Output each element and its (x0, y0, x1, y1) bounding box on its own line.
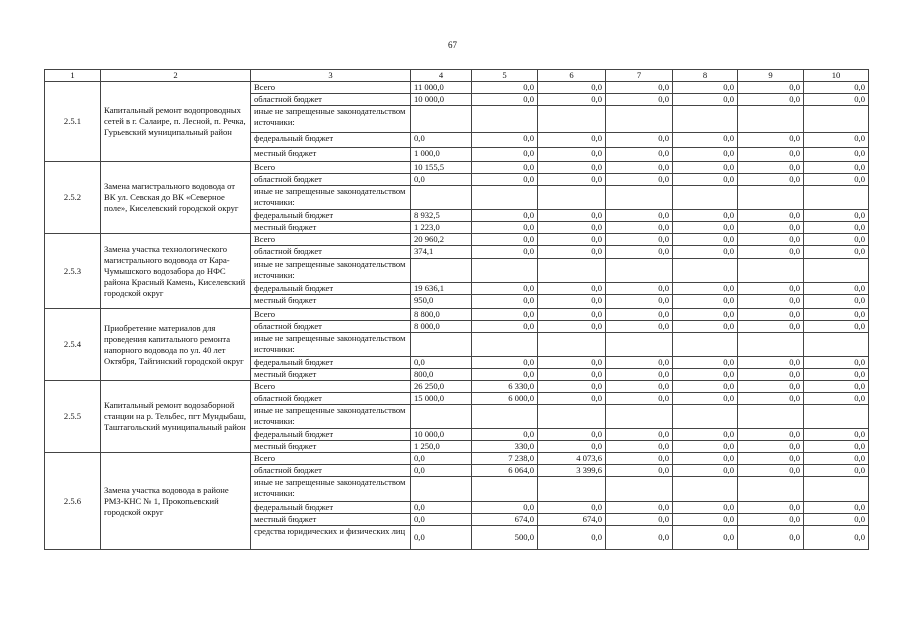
value-cell (538, 106, 606, 133)
funding-source: местный бюджет (251, 295, 411, 309)
value-cell: 0,0 (538, 357, 606, 369)
value-cell: 0,0 (538, 309, 606, 321)
funding-source: федеральный бюджет (251, 210, 411, 222)
value-cell: 0,0 (738, 222, 804, 234)
value-cell: 0,0 (606, 429, 673, 441)
value-cell (804, 333, 869, 357)
value-cell (472, 186, 538, 210)
value-cell: 0,0 (411, 133, 472, 148)
value-cell: 0,0 (673, 246, 738, 259)
value-cell (738, 477, 804, 502)
value-cell (538, 186, 606, 210)
value-cell: 0,0 (804, 246, 869, 259)
value-cell: 0,0 (673, 465, 738, 477)
table-row (45, 453, 869, 465)
value-cell: 0,0 (472, 82, 538, 94)
funding-source: местный бюджет (251, 148, 411, 162)
funding-source: местный бюджет (251, 441, 411, 453)
value-cell (673, 106, 738, 133)
value-cell: 0,0 (673, 174, 738, 186)
funding-source: федеральный бюджет (251, 357, 411, 369)
value-cell: 8 932,5 (411, 210, 472, 222)
value-cell: 20 960,2 (411, 234, 472, 246)
funding-source: иные не запрещенные законодательством источники: (251, 186, 411, 210)
funding-source: местный бюджет (251, 369, 411, 381)
value-cell: 0,0 (804, 526, 869, 550)
column-header: 8 (673, 70, 738, 82)
value-cell: 0,0 (606, 174, 673, 186)
value-cell: 0,0 (472, 133, 538, 148)
value-cell: 330,0 (472, 441, 538, 453)
value-cell (738, 405, 804, 429)
value-cell: 0,0 (606, 148, 673, 162)
funding-source: иные не запрещенные законодательством источники: (251, 477, 411, 502)
value-cell: 0,0 (804, 502, 869, 514)
value-cell: 0,0 (538, 148, 606, 162)
value-cell: 0,0 (472, 283, 538, 295)
value-cell: 0,0 (804, 82, 869, 94)
value-cell: 6 330,0 (472, 381, 538, 393)
value-cell: 7 238,0 (472, 453, 538, 465)
value-cell: 0,0 (673, 453, 738, 465)
value-cell (804, 186, 869, 210)
value-cell: 1 000,0 (411, 148, 472, 162)
value-cell: 15 000,0 (411, 393, 472, 405)
value-cell: 0,0 (738, 429, 804, 441)
value-cell: 0,0 (673, 429, 738, 441)
value-cell: 0,0 (738, 82, 804, 94)
value-cell: 19 636,1 (411, 283, 472, 295)
value-cell: 0,0 (673, 210, 738, 222)
table-row (45, 309, 869, 321)
value-cell: 0,0 (673, 321, 738, 333)
funding-source: Всего (251, 234, 411, 246)
value-cell: 0,0 (804, 429, 869, 441)
value-cell: 0,0 (673, 369, 738, 381)
value-cell (411, 477, 472, 502)
value-cell (673, 259, 738, 283)
value-cell: 0,0 (472, 94, 538, 106)
value-cell (606, 106, 673, 133)
funding-source: областной бюджет (251, 465, 411, 477)
value-cell: 0,0 (538, 246, 606, 259)
funding-source: областной бюджет (251, 174, 411, 186)
funding-source: областной бюджет (251, 94, 411, 106)
column-header: 5 (472, 70, 538, 82)
value-cell: 0,0 (606, 465, 673, 477)
value-cell: 0,0 (538, 369, 606, 381)
value-cell: 0,0 (673, 526, 738, 550)
funding-source: областной бюджет (251, 246, 411, 259)
value-cell: 800,0 (411, 369, 472, 381)
value-cell: 0,0 (738, 162, 804, 174)
value-cell (738, 186, 804, 210)
value-cell: 0,0 (606, 453, 673, 465)
value-cell: 0,0 (804, 514, 869, 526)
value-cell: 1 250,0 (411, 441, 472, 453)
value-cell: 0,0 (538, 429, 606, 441)
column-header: 2 (101, 70, 251, 82)
value-cell: 0,0 (738, 381, 804, 393)
value-cell: 0,0 (606, 309, 673, 321)
value-cell: 0,0 (472, 174, 538, 186)
value-cell: 0,0 (538, 526, 606, 550)
table-row (45, 82, 869, 94)
table-row (45, 234, 869, 246)
value-cell: 0,0 (738, 295, 804, 309)
value-cell: 0,0 (411, 514, 472, 526)
value-cell: 0,0 (738, 357, 804, 369)
value-cell: 0,0 (472, 162, 538, 174)
value-cell (804, 106, 869, 133)
value-cell (673, 477, 738, 502)
value-cell (472, 477, 538, 502)
value-cell: 0,0 (738, 210, 804, 222)
value-cell (606, 259, 673, 283)
value-cell: 0,0 (673, 222, 738, 234)
item-name: Капитальный ремонт водозаборной станции на р. Тельбес, пгт Мундыбаш, Таштагольский муниципальный район (101, 381, 251, 453)
value-cell: 0,0 (538, 222, 606, 234)
table-row (45, 162, 869, 174)
value-cell (804, 477, 869, 502)
value-cell: 0,0 (673, 514, 738, 526)
value-cell: 0,0 (606, 82, 673, 94)
value-cell (738, 259, 804, 283)
value-cell: 0,0 (606, 162, 673, 174)
value-cell: 0,0 (606, 295, 673, 309)
value-cell (472, 259, 538, 283)
value-cell: 0,0 (538, 210, 606, 222)
value-cell: 674,0 (538, 514, 606, 526)
value-cell (538, 477, 606, 502)
value-cell: 26 250,0 (411, 381, 472, 393)
value-cell: 0,0 (673, 381, 738, 393)
column-header-row (45, 70, 869, 82)
funding-source: федеральный бюджет (251, 429, 411, 441)
funding-source: областной бюджет (251, 393, 411, 405)
value-cell: 500,0 (472, 526, 538, 550)
value-cell: 0,0 (606, 210, 673, 222)
value-cell (673, 333, 738, 357)
value-cell: 0,0 (538, 295, 606, 309)
value-cell: 0,0 (738, 441, 804, 453)
value-cell: 0,0 (804, 222, 869, 234)
value-cell: 0,0 (538, 321, 606, 333)
value-cell: 0,0 (606, 514, 673, 526)
value-cell: 374,1 (411, 246, 472, 259)
funding-source: Всего (251, 309, 411, 321)
value-cell: 0,0 (738, 321, 804, 333)
value-cell: 0,0 (606, 234, 673, 246)
value-cell (538, 259, 606, 283)
value-cell: 0,0 (472, 295, 538, 309)
funding-source: Всего (251, 381, 411, 393)
item-code: 2.5.6 (45, 453, 101, 550)
value-cell: 0,0 (673, 234, 738, 246)
value-cell (538, 405, 606, 429)
value-cell: 0,0 (673, 441, 738, 453)
value-cell: 0,0 (606, 246, 673, 259)
value-cell (411, 106, 472, 133)
value-cell: 8 000,0 (411, 321, 472, 333)
value-cell: 0,0 (538, 234, 606, 246)
column-header: 7 (606, 70, 673, 82)
value-cell: 0,0 (804, 295, 869, 309)
value-cell: 0,0 (804, 465, 869, 477)
value-cell: 0,0 (606, 502, 673, 514)
value-cell (606, 405, 673, 429)
value-cell: 6 064,0 (472, 465, 538, 477)
value-cell: 0,0 (538, 133, 606, 148)
column-header: 10 (804, 70, 869, 82)
value-cell: 0,0 (673, 162, 738, 174)
funding-source: иные не запрещенные законодательством источники: (251, 333, 411, 357)
value-cell: 0,0 (606, 283, 673, 295)
value-cell (411, 333, 472, 357)
item-code: 2.5.1 (45, 82, 101, 162)
value-cell (606, 477, 673, 502)
value-cell: 0,0 (738, 502, 804, 514)
table-body (45, 82, 869, 550)
column-header: 3 (251, 70, 411, 82)
funding-source: Всего (251, 453, 411, 465)
value-cell: 10 000,0 (411, 94, 472, 106)
value-cell: 0,0 (804, 441, 869, 453)
value-cell: 0,0 (411, 453, 472, 465)
table-row (45, 381, 869, 393)
value-cell (738, 333, 804, 357)
value-cell (472, 405, 538, 429)
value-cell: 0,0 (538, 283, 606, 295)
value-cell: 0,0 (804, 321, 869, 333)
value-cell: 0,0 (673, 283, 738, 295)
column-header: 6 (538, 70, 606, 82)
value-cell (804, 259, 869, 283)
value-cell: 10 000,0 (411, 429, 472, 441)
value-cell: 3 399,6 (538, 465, 606, 477)
value-cell: 0,0 (538, 174, 606, 186)
value-cell: 0,0 (606, 321, 673, 333)
value-cell: 0,0 (411, 526, 472, 550)
value-cell: 0,0 (606, 381, 673, 393)
funding-source: иные не запрещенные законодательством источники: (251, 405, 411, 429)
value-cell: 0,0 (472, 369, 538, 381)
value-cell: 0,0 (738, 393, 804, 405)
funding-source: областной бюджет (251, 321, 411, 333)
value-cell: 0,0 (673, 148, 738, 162)
value-cell: 0,0 (411, 357, 472, 369)
value-cell: 0,0 (472, 357, 538, 369)
item-name: Замена участка водовода в районе РМЗ-КНС № 1, Прокопьевский городской округ (101, 453, 251, 550)
value-cell: 0,0 (472, 222, 538, 234)
value-cell: 0,0 (472, 429, 538, 441)
value-cell (673, 405, 738, 429)
value-cell: 0,0 (738, 526, 804, 550)
value-cell: 6 000,0 (472, 393, 538, 405)
value-cell: 0,0 (606, 222, 673, 234)
value-cell: 0,0 (738, 133, 804, 148)
value-cell: 0,0 (411, 465, 472, 477)
value-cell: 0,0 (472, 321, 538, 333)
value-cell: 0,0 (804, 369, 869, 381)
value-cell: 0,0 (804, 393, 869, 405)
value-cell: 0,0 (606, 94, 673, 106)
value-cell (411, 259, 472, 283)
value-cell: 0,0 (606, 357, 673, 369)
funding-source: местный бюджет (251, 222, 411, 234)
page-number: 67 (448, 40, 457, 50)
value-cell: 0,0 (804, 309, 869, 321)
item-name: Замена магистрального водовода от ВК ул. Севская до ВК «Северное поле», Киселевский городской округ (101, 162, 251, 234)
value-cell: 0,0 (538, 441, 606, 453)
value-cell: 0,0 (673, 357, 738, 369)
value-cell: 0,0 (804, 381, 869, 393)
value-cell: 950,0 (411, 295, 472, 309)
value-cell (472, 106, 538, 133)
value-cell: 0,0 (673, 82, 738, 94)
item-code: 2.5.4 (45, 309, 101, 381)
value-cell: 0,0 (472, 246, 538, 259)
value-cell: 0,0 (738, 148, 804, 162)
value-cell: 0,0 (673, 502, 738, 514)
item-name: Приобретение материалов для проведения капитального ремонта напорного водовода по ул. 40 лет Октября, Тайгинский городской округ (101, 309, 251, 381)
funding-source: федеральный бюджет (251, 133, 411, 148)
value-cell: 0,0 (804, 234, 869, 246)
item-name: Капитальный ремонт водопроводных сетей в г. Салаире, п. Лесной, п. Речка, Гурьевский муниципальный район (101, 82, 251, 162)
value-cell: 0,0 (472, 234, 538, 246)
column-header: 1 (45, 70, 101, 82)
funding-source: местный бюджет (251, 514, 411, 526)
value-cell: 0,0 (804, 148, 869, 162)
value-cell: 674,0 (472, 514, 538, 526)
column-header: 4 (411, 70, 472, 82)
value-cell: 0,0 (738, 283, 804, 295)
value-cell: 0,0 (738, 369, 804, 381)
item-code: 2.5.3 (45, 234, 101, 309)
value-cell: 0,0 (804, 357, 869, 369)
value-cell: 0,0 (738, 465, 804, 477)
value-cell: 0,0 (738, 514, 804, 526)
value-cell: 0,0 (411, 502, 472, 514)
value-cell: 0,0 (538, 381, 606, 393)
value-cell: 0,0 (411, 174, 472, 186)
value-cell (411, 186, 472, 210)
value-cell (738, 106, 804, 133)
value-cell: 1 223,0 (411, 222, 472, 234)
value-cell: 0,0 (738, 453, 804, 465)
value-cell: 0,0 (804, 210, 869, 222)
item-code: 2.5.5 (45, 381, 101, 453)
value-cell (472, 333, 538, 357)
value-cell: 0,0 (804, 174, 869, 186)
funding-source: средства юридических и физических лиц (251, 526, 411, 550)
value-cell (538, 333, 606, 357)
value-cell: 0,0 (606, 393, 673, 405)
value-cell: 0,0 (738, 234, 804, 246)
value-cell: 0,0 (738, 94, 804, 106)
value-cell: 0,0 (472, 502, 538, 514)
value-cell (606, 333, 673, 357)
value-cell: 0,0 (804, 453, 869, 465)
value-cell: 0,0 (538, 94, 606, 106)
value-cell: 0,0 (804, 283, 869, 295)
item-code: 2.5.2 (45, 162, 101, 234)
value-cell: 0,0 (606, 526, 673, 550)
value-cell: 0,0 (606, 133, 673, 148)
value-cell: 10 155,5 (411, 162, 472, 174)
value-cell: 0,0 (606, 441, 673, 453)
funding-source: иные не запрещенные законодательством источники: (251, 259, 411, 283)
budget-table (44, 69, 869, 550)
value-cell (606, 186, 673, 210)
funding-source: Всего (251, 162, 411, 174)
value-cell: 0,0 (606, 369, 673, 381)
value-cell: 0,0 (673, 133, 738, 148)
value-cell: 0,0 (738, 246, 804, 259)
value-cell: 0,0 (538, 502, 606, 514)
value-cell: 0,0 (538, 162, 606, 174)
value-cell: 0,0 (538, 82, 606, 94)
value-cell: 0,0 (738, 309, 804, 321)
funding-source: иные не запрещенные законодательством источники: (251, 106, 411, 133)
funding-source: федеральный бюджет (251, 502, 411, 514)
value-cell: 0,0 (804, 133, 869, 148)
value-cell: 0,0 (673, 393, 738, 405)
value-cell (673, 186, 738, 210)
value-cell: 4 073,6 (538, 453, 606, 465)
value-cell: 0,0 (472, 309, 538, 321)
value-cell: 0,0 (538, 393, 606, 405)
value-cell: 11 000,0 (411, 82, 472, 94)
value-cell: 0,0 (804, 162, 869, 174)
item-name: Замена участка технологического магистрального водовода от Кара-Чумышского водозабора до НФС района Красный Камень, Киселевский городской округ (101, 234, 251, 309)
value-cell: 0,0 (472, 210, 538, 222)
funding-source: Всего (251, 82, 411, 94)
value-cell: 0,0 (673, 309, 738, 321)
value-cell: 8 800,0 (411, 309, 472, 321)
column-header: 9 (738, 70, 804, 82)
value-cell: 0,0 (804, 94, 869, 106)
value-cell (411, 405, 472, 429)
funding-source: федеральный бюджет (251, 283, 411, 295)
value-cell: 0,0 (472, 148, 538, 162)
value-cell: 0,0 (738, 174, 804, 186)
value-cell: 0,0 (673, 94, 738, 106)
value-cell: 0,0 (673, 295, 738, 309)
value-cell (804, 405, 869, 429)
